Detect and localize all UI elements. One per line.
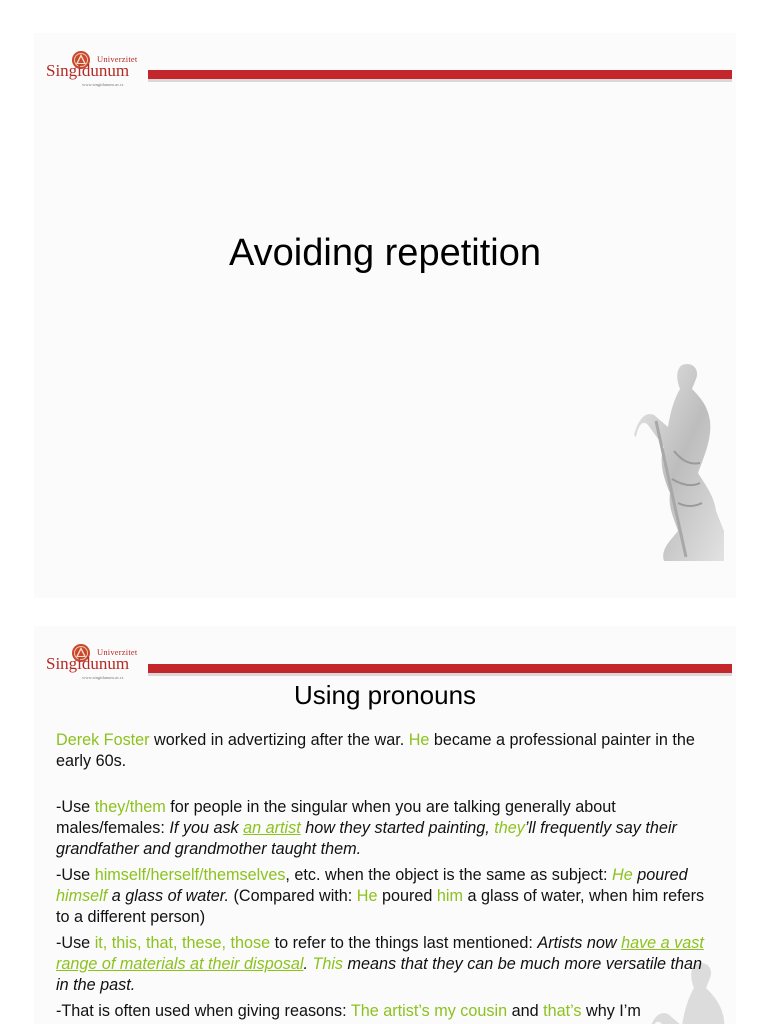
singidunum-logo bbox=[46, 50, 142, 90]
header-rule bbox=[148, 664, 732, 673]
logo-url-text: www.singidunum.ac.rs bbox=[82, 675, 124, 680]
logo-url-text: www.singidunum.ac.rs bbox=[82, 82, 124, 87]
pronouns-slide bbox=[34, 626, 736, 1024]
logo-univerzitet-text: Univerzitet bbox=[97, 54, 138, 64]
logo-univerzitet-text: Univerzitet bbox=[97, 647, 138, 657]
slide-title: Using pronouns bbox=[293, 680, 477, 710]
logo-name-text: Singidunum bbox=[46, 654, 130, 673]
title-slide bbox=[34, 33, 736, 598]
logo-name-text: Singidunum bbox=[46, 61, 130, 80]
header-rule bbox=[148, 70, 732, 79]
statue-decoration bbox=[634, 361, 724, 561]
rule-they-them: -Use they/them for people in the singular when you are talking generally about males/females: If you ask an artist how they started painting, they’ll frequently say their grandfather and grandmother taught them. bbox=[56, 798, 677, 858]
slide-title: Avoiding repetition bbox=[229, 232, 541, 274]
singidunum-logo bbox=[46, 643, 142, 683]
rule-demonstratives: -Use it, this, that, these, those to refer to the things last mentioned: Artists now have a vast range of materials at their disposal. This means that they can be much more versatile than in the past. bbox=[56, 934, 704, 994]
rule-reflexive: -Use himself/herself/themselves, etc. when the object is the same as subject: He poured himself a glass of water. (Compared with: He poured him a glass of water, when him refers to a different person) bbox=[56, 866, 705, 926]
rule-that-reasons: -That is often used when giving reasons: The artist’s my cousin and that’s why I’m bbox=[56, 1002, 641, 1020]
example-paragraph: Derek Foster worked in advertizing after the war. He became a professional painter in the early 60s. bbox=[56, 731, 695, 770]
slide-body bbox=[56, 730, 716, 1024]
